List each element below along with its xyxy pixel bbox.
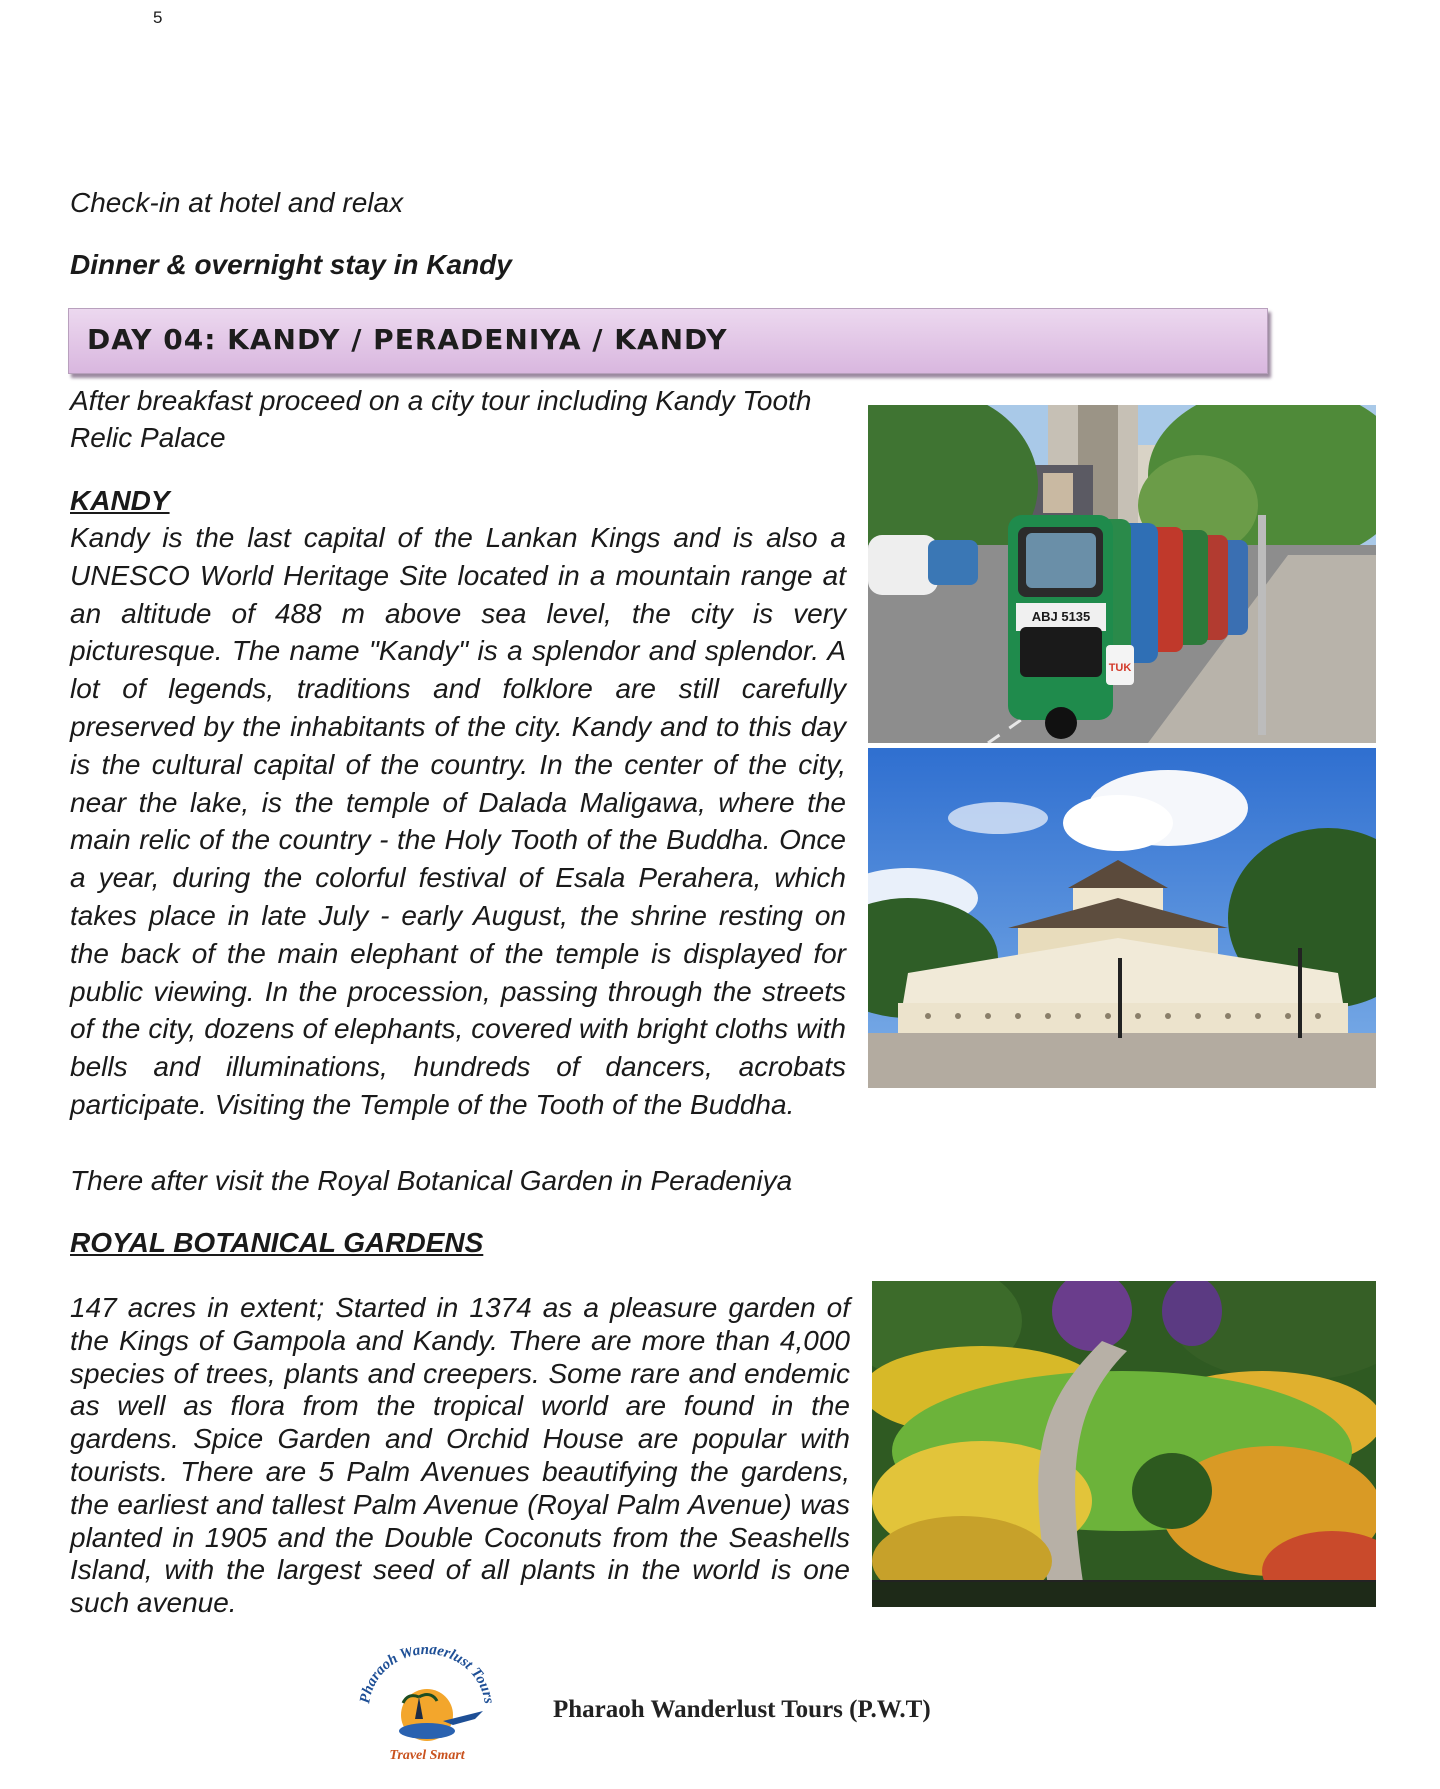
kandy-heading: KANDY: [70, 485, 170, 516]
company-logo: [357, 1647, 497, 1767]
page-number: 5: [153, 8, 163, 27]
day-banner: [68, 308, 1268, 374]
logo-tagline: Travel Smart: [389, 1748, 465, 1763]
tuktuk-sign: TUK: [1108, 662, 1132, 674]
botanical-garden-photo: [872, 1281, 1376, 1607]
gardens-description: 147 acres in extent; Started in 1374 as a pleasure garden of the Kings of Gampola and Kandy. There are more than 4,000 species of trees, plants and creepers. Some rare and endemic as well as flora from the tropical world are found in the gardens. Spice Garden and Orchid House are popular with tourists. There are 5 Palm Avenues beautifying the gardens, the earliest and tallest Palm Avenue (Royal Palm Avenue) was planted in 1905 and the Double Coconuts from the Seashells Island, with the largest seed of all plants in the world is one such avenue.: [70, 1292, 850, 1619]
tuktuk-street-photo: [868, 405, 1376, 743]
logo-arc-text: Pharaoh Wanderlust Tours: [357, 1647, 497, 1705]
kandy-description: Kandy is the last capital of the Lankan Kings and is also a UNESCO World Heritage Site located in a mountain range at an altitude of 488 m above sea level, the city is very picturesque. The name "Kandy" is a splendor and splendor. A lot of legends, traditions and folklore are still carefully preserved by the inhabitants of the city. Kandy and to this day is the cultural capital of the country. In the center of the city, near the lake, is the temple of Dalada Maligawa, where the main relic of the country - the Holy Tooth of the Buddha. Once a year, during the colorful festival of Esala Perahera, which takes place in late July - early August, the shrine resting on the back of the main elephant of the temple is displayed for public viewing. In the procession, passing through the streets of the city, dozens of elephants, covered with bright cloths with bells and illuminations, hundreds of dancers, acrobats participate. Visiting the Temple of the Tooth of the Buddha.: [70, 522, 846, 1120]
temple-of-tooth-photo: [868, 748, 1376, 1088]
footer-company-name: Pharaoh Wanderlust Tours (P.W.T): [553, 1696, 931, 1723]
checkin-text: Check-in at hotel and relax: [70, 187, 404, 218]
thereafter-text: There after visit the Royal Botanical Garden in Peradeniya: [70, 1165, 793, 1196]
day-intro: After breakfast proceed on a city tour including Kandy Tooth Relic Palace: [70, 385, 812, 453]
tuktuk-plate: ABJ 5135: [1031, 609, 1091, 624]
dinner-text: Dinner & overnight stay in Kandy: [70, 249, 512, 280]
gardens-heading: ROYAL BOTANICAL GARDENS: [70, 1227, 484, 1258]
day-banner-title: DAY 04: KANDY / PERADENIYA / KANDY: [87, 323, 728, 356]
